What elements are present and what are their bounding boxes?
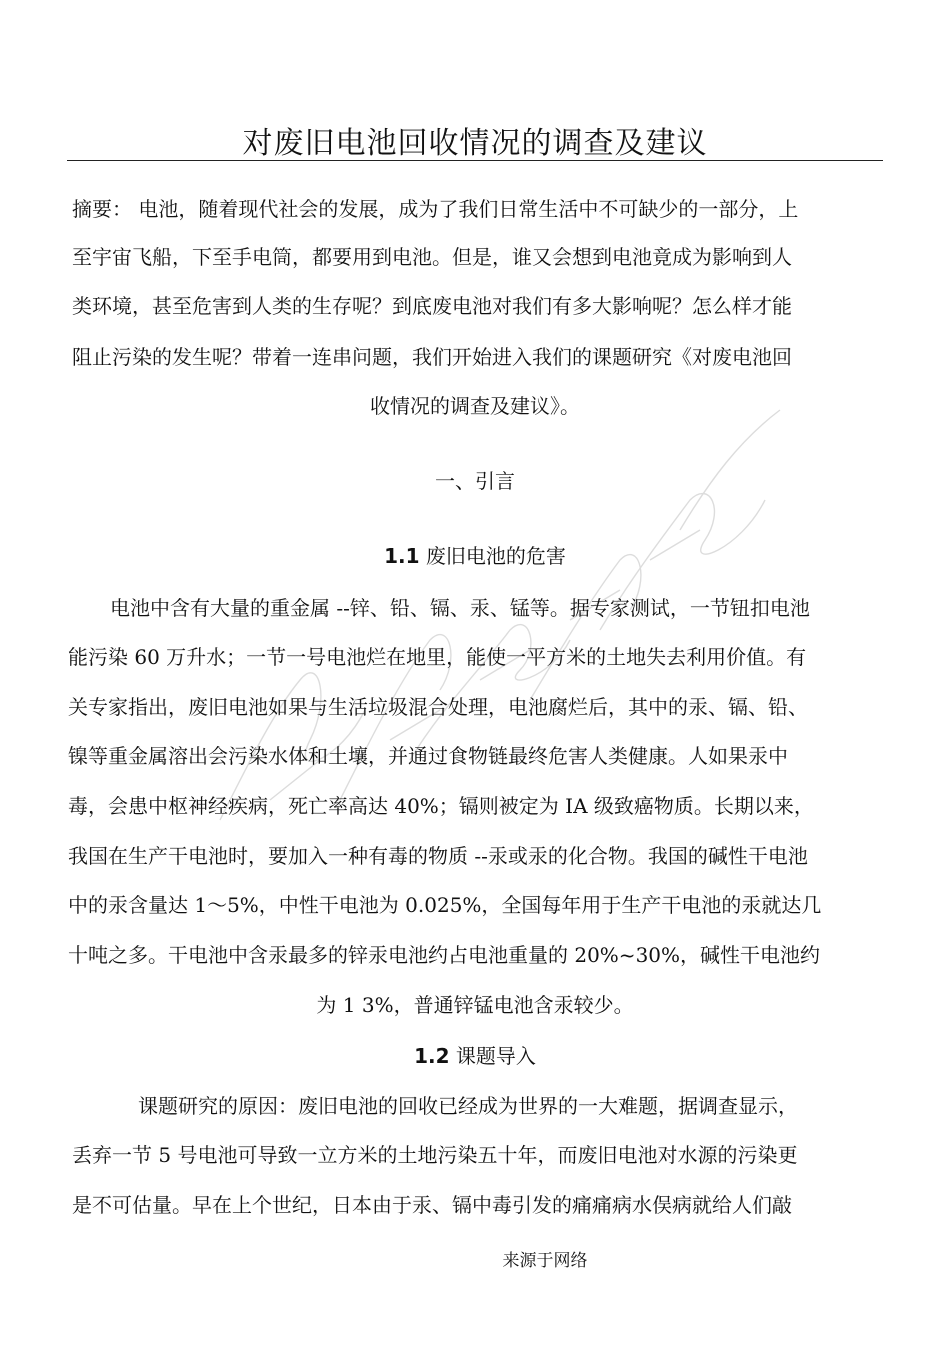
- document-title: 对废旧电池回收情况的调查及建议: [242, 126, 708, 161]
- para1-line-5: 毒，会患中枢神经疾病，死亡率高达 40%；镉则被定为 IA 级致癌物质。长期以来，: [68, 794, 814, 818]
- para1-line-3: 关专家指出，废旧电池如果与生活垃圾混合处理，电池腐烂后，其中的汞、镉、铅、: [68, 695, 808, 719]
- para2-line-1: 课题研究的原因：废旧电池的回收已经成为世界的一大难题，据调查显示，: [138, 1094, 798, 1118]
- page-footer: 来源于网络: [502, 1251, 588, 1271]
- abstract-line-1: 摘要： 电池，随着现代社会的发展，成为了我们日常生活中不可缺少的一部分，上: [72, 197, 799, 221]
- title-underline: [67, 160, 883, 161]
- subsection-number: 1.1: [384, 544, 420, 568]
- section-heading-intro: 一、引言: [435, 469, 515, 493]
- abstract-line-3: 类环境，甚至危害到人类的生存呢？到底废电池对我们有多大影响呢？怎么样才能: [72, 294, 792, 318]
- abstract-line-2: 至宇宙飞船，下至手电筒，都要用到电池。但是，谁又会想到电池竟成为影响到人: [72, 245, 792, 269]
- abstract-line-5: 收情况的调查及建议》。: [370, 394, 580, 418]
- para1-line-7: 中的汞含量达 1～5%，中性干电池为 0.025%，全国每年用于生产干电池的汞就达几: [68, 893, 822, 917]
- para1-line-2: 能污染 60 万升水；一节一号电池烂在地里，能使一平方米的土地失去利用价值。有: [68, 645, 807, 669]
- para1-line-8: 十吨之多。干电池中含汞最多的锌汞电池约占电池重量的 20%~30%，碱性干电池约: [68, 943, 821, 967]
- para1-line-6: 我国在生产干电池时，要加入一种有毒的物质 --汞或汞的化合物。我国的碱性干电池: [68, 844, 808, 868]
- para1-line-9: 为 1 3%，普通锌锰电池含汞较少。: [316, 993, 634, 1017]
- subsection-heading-1-1: [0, 543, 950, 569]
- subsection-heading-1-2: [0, 1043, 950, 1069]
- para2-line-3: 是不可估量。早在上个世纪，日本由于汞、镉中毒引发的痛痛病水俣病就给人们敲: [72, 1193, 792, 1217]
- abstract-line-4: 阻止污染的发生呢？带着一连串问题，我们开始进入我们的课题研究《对废电池回: [72, 345, 792, 369]
- subsection-title: 课题导入: [449, 1044, 536, 1068]
- subsection-title: 废旧电池的危害: [419, 544, 566, 568]
- subsection-number: 1.2: [414, 1044, 450, 1068]
- para2-line-2: 丢弃一节 5 号电池可导致一立方米的土地污染五十年，而废旧电池对水源的污染更: [72, 1143, 798, 1167]
- para1-line-1: 电池中含有大量的重金属 --锌、铅、镉、汞、锰等。据专家测试，一节钮扣电池: [110, 596, 810, 620]
- para1-line-4: 镍等重金属溶出会污染水体和土壤，并通过食物链最终危害人类健康。人如果汞中: [68, 744, 788, 768]
